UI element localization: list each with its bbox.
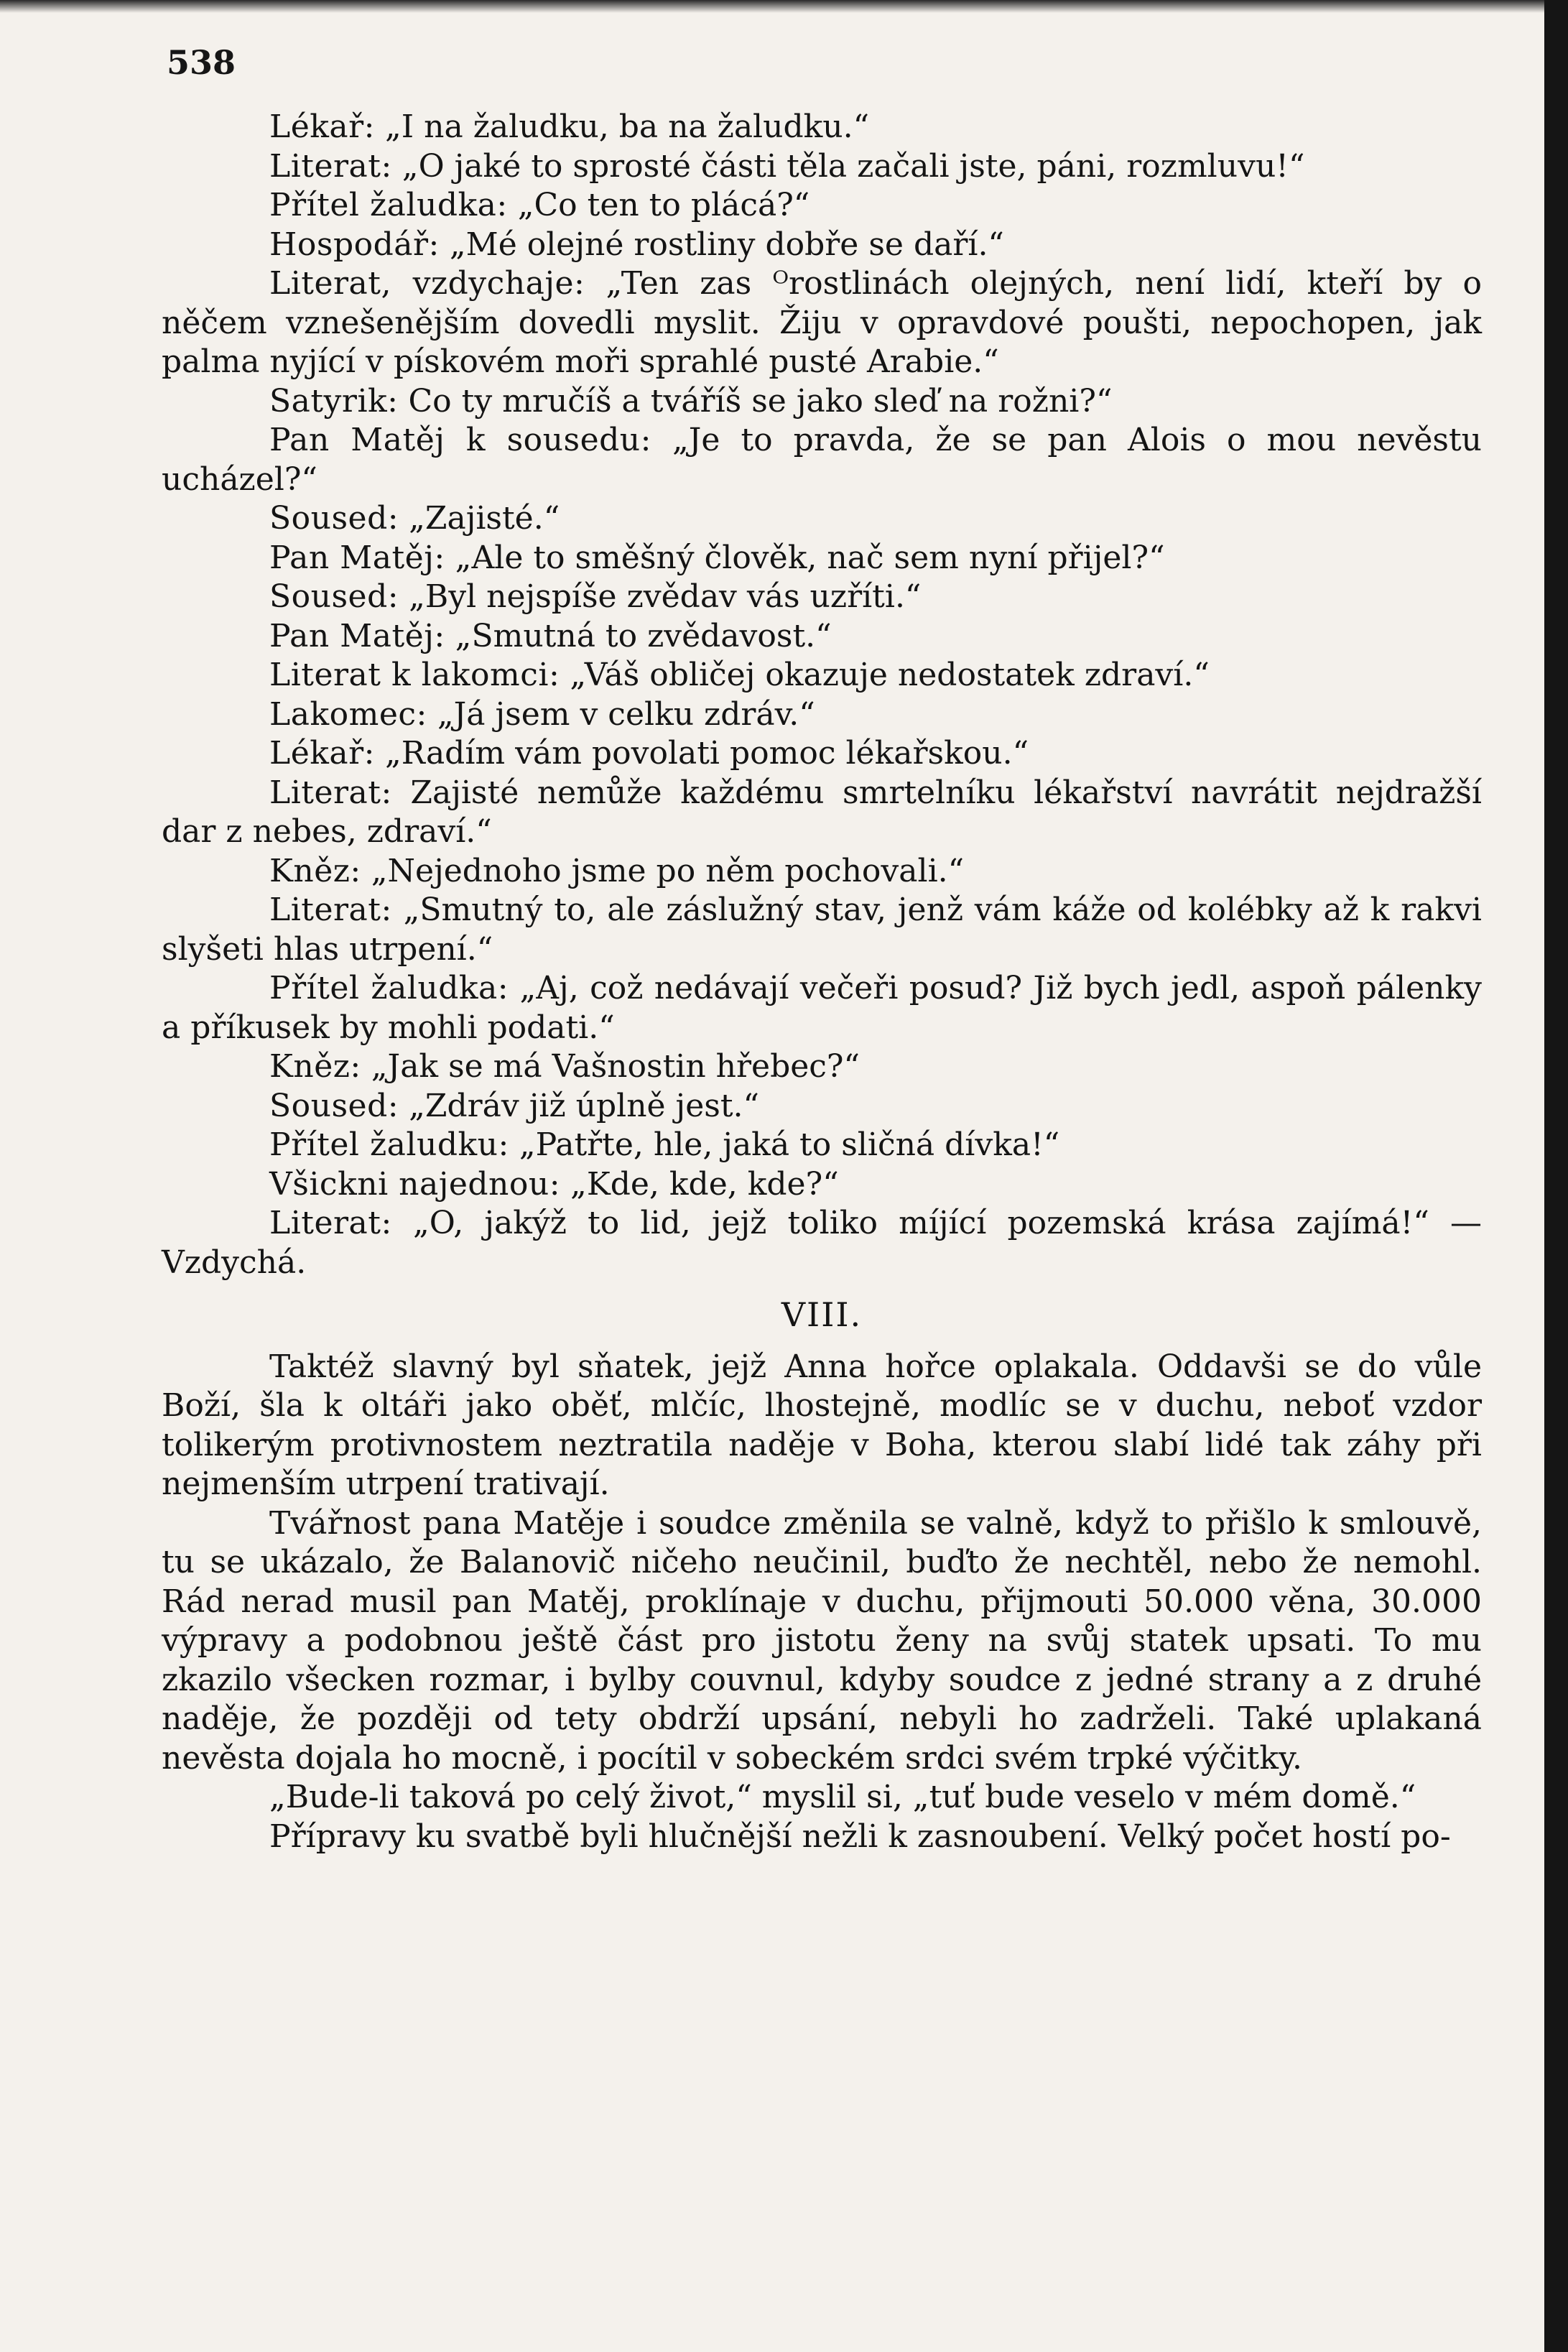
speaker: Literat: bbox=[269, 147, 392, 185]
speaker: Přítel žaludku: bbox=[269, 1126, 509, 1163]
dialogue-line bbox=[162, 186, 1482, 226]
speech: „Smutný to, ale záslužný stav, jenž vám káže od kolébky až k rakvi slyšeti hlas utrpení.“ bbox=[162, 892, 1482, 968]
dialogue-line bbox=[162, 226, 1482, 265]
dialogue-line bbox=[162, 695, 1482, 735]
speaker: Lakomec: bbox=[269, 695, 427, 733]
speech: „Co ten to plácá?“ bbox=[517, 187, 810, 223]
speech: „Zdráv již úplně jest.“ bbox=[409, 1087, 759, 1124]
speech: „Nejednoho jsme po něm pochovali.“ bbox=[371, 852, 965, 889]
speaker: Literat, vzdychaje: bbox=[269, 265, 585, 302]
page-number: 538 bbox=[167, 43, 236, 82]
dialogue-line bbox=[162, 264, 1482, 382]
paragraph: „Bude-li taková po celý život,“ myslil si, „tuť bude veselo v mém domě.“ bbox=[269, 1779, 1416, 1815]
speech: „Aj, což nedávají večeři posud? Již bych jedl, aspoň pálenky a příkusek by mohli podati.“ bbox=[162, 970, 1482, 1046]
dialogue-line bbox=[162, 421, 1482, 499]
dialogue-line bbox=[162, 617, 1482, 657]
speaker: Soused: bbox=[269, 578, 399, 615]
speech: „Jak se má Vašnostin hřebec?“ bbox=[371, 1048, 860, 1085]
dialogue-line bbox=[162, 656, 1482, 695]
speaker: Satyrik: bbox=[269, 382, 399, 420]
dialogue-line bbox=[162, 1047, 1482, 1087]
speech: „O jaké to sprosté části těla začali jste, páni, rozmluvu!“ bbox=[402, 147, 1305, 185]
paragraph: Taktéž slavný byl sňatek, jejž Anna hořce oplakala. Oddavši se do vůle Boží, šla k oltáři jako oběť, mlčíc, lhostejně, modlíc se v duchu, neboť vzdor tolikerým protivnostem neztratila naděje v Boha, kterou slabí lidé tak záhy při nejmenším utrpení trativají. bbox=[162, 1348, 1482, 1502]
dialogue-line bbox=[162, 578, 1482, 617]
speaker: Literat: bbox=[269, 892, 392, 928]
dialogue-line bbox=[162, 1204, 1482, 1282]
speech: „Byl nejspíše zvědav vás uzříti.“ bbox=[409, 578, 922, 615]
speech: „Váš obličej okazuje nedostatek zdraví.“ bbox=[570, 657, 1210, 693]
paragraph: Přípravy ku svatbě byli hlučnější nežli k zasnoubení. Velký počet hostí po- bbox=[269, 1818, 1451, 1855]
speaker: Pan Matěj: bbox=[269, 539, 445, 576]
chapter-heading: VIII. bbox=[781, 1295, 863, 1334]
speech: „Ale to směšný člověk, nač sem nyní přijel?“ bbox=[455, 539, 1165, 576]
speaker: Literat: bbox=[269, 774, 392, 811]
scan-border bbox=[1544, 0, 1568, 2352]
speech: „Zajisté.“ bbox=[409, 500, 560, 537]
dialogue-line bbox=[162, 147, 1482, 187]
speech: „Já jsem v celku zdráv.“ bbox=[437, 695, 815, 733]
speech: „O, jakýž to lid, jejž toliko míjící pozemská krása zajímá!“ — Vzdychá. bbox=[162, 1205, 1482, 1281]
speaker: Přítel žaludka: bbox=[269, 187, 508, 223]
dialogue-line bbox=[162, 1087, 1482, 1126]
dialogue-line bbox=[162, 891, 1482, 969]
dialogue-line bbox=[162, 734, 1482, 774]
dialogue-line bbox=[162, 852, 1482, 892]
speech: „Patřte, hle, jaká to sličná dívka!“ bbox=[519, 1126, 1060, 1163]
dialogue-line bbox=[162, 1126, 1482, 1165]
speech: „Kde, kde, kde?“ bbox=[570, 1165, 839, 1203]
speaker: Přítel žaludka: bbox=[269, 970, 509, 1006]
dialogue-line bbox=[162, 499, 1482, 539]
speech: Co ty mručíš a tváříš se jako sleď na rožni?“ bbox=[408, 382, 1113, 420]
page-top-shadow bbox=[0, 0, 1544, 13]
dialogue-line bbox=[162, 539, 1482, 578]
speaker: Lékař: bbox=[269, 108, 376, 145]
speaker: Kněz: bbox=[269, 852, 361, 889]
speaker: Všickni najednou: bbox=[269, 1165, 561, 1203]
speaker: Soused: bbox=[269, 500, 399, 537]
speaker: Pan Matěj k sousedu: bbox=[269, 422, 651, 458]
speech: Zajisté nemůže každému smrtelníku lékařství navrátit nejdražší dar z nebes, zdraví.“ bbox=[162, 774, 1482, 850]
speaker: Literat: bbox=[269, 1205, 392, 1241]
dialogue-line bbox=[162, 774, 1482, 852]
speech: „Smutná to zvědavost.“ bbox=[455, 617, 832, 654]
speech: „Radím vám povolati pomoc lékařskou.“ bbox=[385, 735, 1029, 772]
speech: „Ten zas ᴼrostlinách olejných, není lidí, kteří by o něčem vznešenějším dovedli myslit. Žiju v opravdové poušti, nepochopen, jak palma nyjící v pískovém moři sprahlé pusté Arabie.“ bbox=[162, 265, 1482, 380]
dialogue-line bbox=[162, 1165, 1482, 1205]
speech: „Je to pravda, že se pan Alois o mou nevěstu ucházel?“ bbox=[162, 422, 1482, 498]
speaker: Literat k lakomci: bbox=[269, 657, 560, 693]
paragraph: Tvářnost pana Matěje i soudce změnila se valně, když to přišlo k smlouvě, tu se ukázalo, že Balanovič ničeho neučinil, buďto že nechtěl, nebo že nemohl. Rád nerad musil pan Matěj, proklínaje v duchu, přijmouti 50.000 věna, 30.000 výpravy a podobnou ještě část pro jistotu ženy na svůj statek upsati. To mu zkazilo všecken rozmar, i bylby couvnul, kdyby soudce z jedné strany a z druhé naděje, že později od tety obdrží upsání, nebyli ho zadrželi. Také uplakaná nevěsta dojala ho mocně, i pocítil v sobeckém srdci svém trpké výčitky. bbox=[162, 1504, 1482, 1777]
speaker: Soused: bbox=[269, 1087, 399, 1124]
speaker: Pan Matěj: bbox=[269, 617, 445, 654]
speaker: Hospodář: bbox=[269, 226, 440, 263]
speaker: Kněz: bbox=[269, 1048, 361, 1085]
dialogue-line bbox=[162, 108, 1482, 147]
dialogue-line bbox=[162, 969, 1482, 1047]
page-body bbox=[162, 108, 1482, 1856]
speech: „Mé olejné rostliny dobře se daří.“ bbox=[449, 226, 1004, 263]
dialogue-line bbox=[162, 382, 1482, 422]
speaker: Lékař: bbox=[269, 735, 376, 772]
speech: „I na žaludku, ba na žaludku.“ bbox=[385, 108, 870, 145]
